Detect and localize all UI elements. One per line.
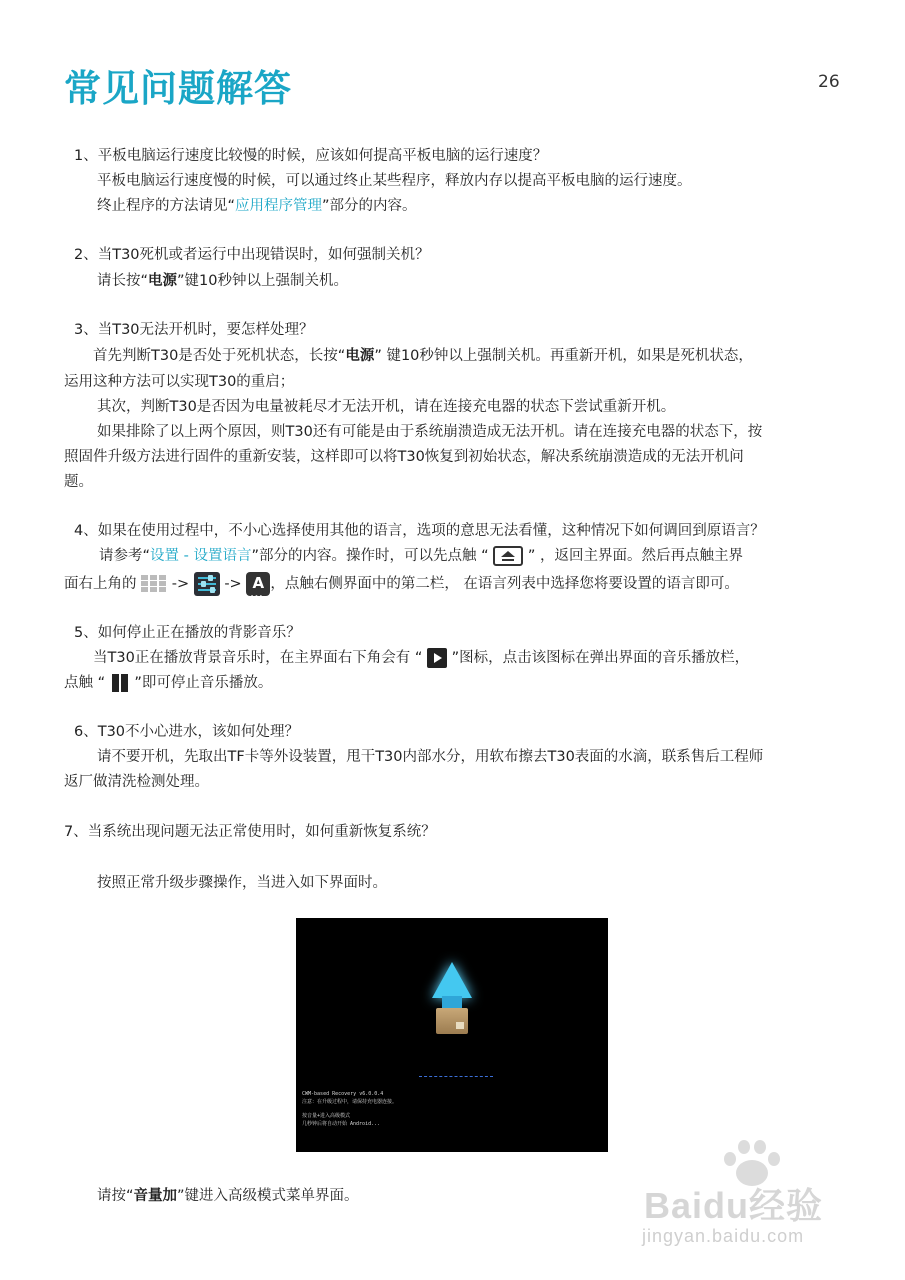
arrow-2: -> bbox=[224, 576, 242, 592]
answer-7-text: 请按“ bbox=[97, 1188, 134, 1204]
question-6: 6、T30不小心进水，该如何处理？ bbox=[74, 724, 300, 740]
page-title: 常见问题解答 bbox=[64, 67, 292, 110]
home-icon bbox=[493, 546, 523, 566]
answer-1-text: 终止程序的方法请见“ bbox=[97, 198, 236, 214]
answer-5-text-end: ”图标，点击该图标在弹出界面的音乐播放栏， bbox=[451, 650, 750, 666]
answer-3-p1-line-2: 运用这种方法可以实现T30的重启； bbox=[64, 374, 295, 390]
recovery-text-3: 按音量+进入高级模式 bbox=[302, 1113, 351, 1119]
answer-3-text-end: ” 键10秒钟以上强制关机。再重新开机，如果是死机状态， bbox=[374, 348, 753, 364]
answer-4-line-1 bbox=[99, 546, 743, 566]
power-key-label: 电源 bbox=[148, 273, 178, 289]
answer-4-line-2 bbox=[64, 572, 739, 596]
recovery-arrow-icon bbox=[432, 962, 472, 998]
question-2: 2、当T30死机或者运行中出现错误时，如何强制关机？ bbox=[74, 247, 430, 263]
answer-4-text-mid: ”部分的内容。操作时，可以先点触 “ bbox=[251, 548, 489, 564]
recovery-screenshot bbox=[296, 918, 608, 1152]
answer-1-line-1: 平板电脑运行速度慢的时候，可以通过终止某些程序，释放内存以提高平板电脑的运行速度。 bbox=[97, 173, 692, 189]
recovery-text-1: CWM-based Recovery v6.0.0.4 bbox=[302, 1091, 384, 1097]
recovery-text-4: 几秒钟后将自动开始 Android... bbox=[302, 1121, 381, 1127]
watermark-brand: Baidu经验 bbox=[644, 1185, 824, 1226]
answer-4-line2-text: 面右上角的 bbox=[64, 576, 137, 592]
answer-2-text-end: ”键10秒钟以上强制关机。 bbox=[177, 273, 348, 289]
power-key-label-2: 电源 bbox=[345, 348, 375, 364]
settings-sliders-icon bbox=[194, 572, 220, 596]
answer-5-line2-text: 点触 “ bbox=[64, 675, 106, 691]
answer-3-p3-line-3: 题。 bbox=[64, 474, 93, 490]
arrow-1: -> bbox=[171, 576, 190, 592]
pause-icon bbox=[110, 673, 130, 693]
answer-3-p1-line-1 bbox=[93, 346, 753, 366]
answer-1-text-end: ”部分的内容。 bbox=[322, 198, 417, 214]
recovery-text-2: 注意：在升级过程中，请保持充电器连接。 bbox=[302, 1099, 398, 1105]
page-number: 26 bbox=[818, 72, 840, 92]
question-3: 3、当T30无法开机时，要怎样处理？ bbox=[74, 322, 314, 338]
question-1: 1、平板电脑运行速度比较慢的时候，应该如何提高平板电脑的运行速度？ bbox=[74, 148, 548, 164]
answer-2-text: 请长按“ bbox=[97, 273, 149, 289]
answer-3-p3-line-2: 照固件升级方法进行固件的重新安装，这样即可以将T30恢复到初始状态，解决系统崩溃造成的无法开机问 bbox=[64, 449, 744, 465]
baidu-watermark bbox=[640, 1138, 870, 1258]
app-grid-icon bbox=[141, 575, 167, 593]
answer-3-text: 首先判断T30是否处于死机状态，长按“ bbox=[93, 348, 346, 364]
play-icon bbox=[427, 648, 447, 668]
question-4: 4、如果在使用过程中，不小心选择使用其他的语言，选项的意思无法看懂，这种情况下如何调回到原语言？ bbox=[74, 523, 765, 539]
answer-7-text-end: ”键进入高级模式菜单界面。 bbox=[177, 1188, 359, 1204]
answer-4-text: 请参考“ bbox=[99, 548, 151, 564]
link-app-management[interactable]: 应用程序管理 bbox=[235, 198, 323, 214]
answer-1-line-2 bbox=[97, 196, 417, 216]
package-box-icon bbox=[436, 1008, 468, 1034]
answer-6-line-2: 返厂做清洗检测处理。 bbox=[64, 774, 209, 790]
answer-5-line-1 bbox=[93, 648, 749, 668]
question-7: 7、当系统出现问题无法正常使用时，如何重新恢复系统？ bbox=[64, 824, 436, 840]
watermark-url: jingyan.baidu.com bbox=[642, 1226, 805, 1246]
answer-7-step: 按照正常升级步骤操作，当进入如下界面时。 bbox=[97, 875, 387, 891]
answer-4-line2-end: ，点触右侧界面中的第二栏， 在语言列表中选择您将要设置的语言即可。 bbox=[270, 576, 739, 592]
question-5: 5、如何停止正在播放的背影音乐？ bbox=[74, 625, 301, 641]
progress-bar bbox=[419, 1076, 493, 1078]
answer-7-final bbox=[97, 1186, 359, 1206]
answer-5-line-2 bbox=[64, 673, 272, 693]
language-icon: A ... bbox=[246, 572, 270, 596]
recovery-arrow-stem bbox=[442, 996, 462, 1008]
volume-up-key-label: 音量加 bbox=[133, 1188, 178, 1204]
answer-5-text: 当T30正在播放背景音乐时，在主界面右下角会有 “ bbox=[93, 650, 423, 666]
answer-2 bbox=[97, 271, 348, 291]
answer-3-p3-line-1: 如果排除了以上两个原因，则T30还有可能是由于系统崩溃造成无法开机。请在连接充电器的状态下，按 bbox=[97, 424, 763, 440]
answer-5-line2-end: ”即可停止音乐播放。 bbox=[134, 675, 273, 691]
answer-6-line-1: 请不要开机，先取出TF卡等外设装置，甩干T30内部水分，用软布擦去T30表面的水滴，联系售后工程师 bbox=[97, 749, 764, 765]
link-settings-language[interactable]: 设置 - 设置语言 bbox=[150, 548, 252, 564]
answer-4-text-end: ” ，返回主界面。然后再点触主界 bbox=[527, 548, 743, 564]
answer-3-p2: 其次，判断T30是否因为电量被耗尽才无法开机，请在连接充电器的状态下尝试重新开机。 bbox=[97, 399, 676, 415]
